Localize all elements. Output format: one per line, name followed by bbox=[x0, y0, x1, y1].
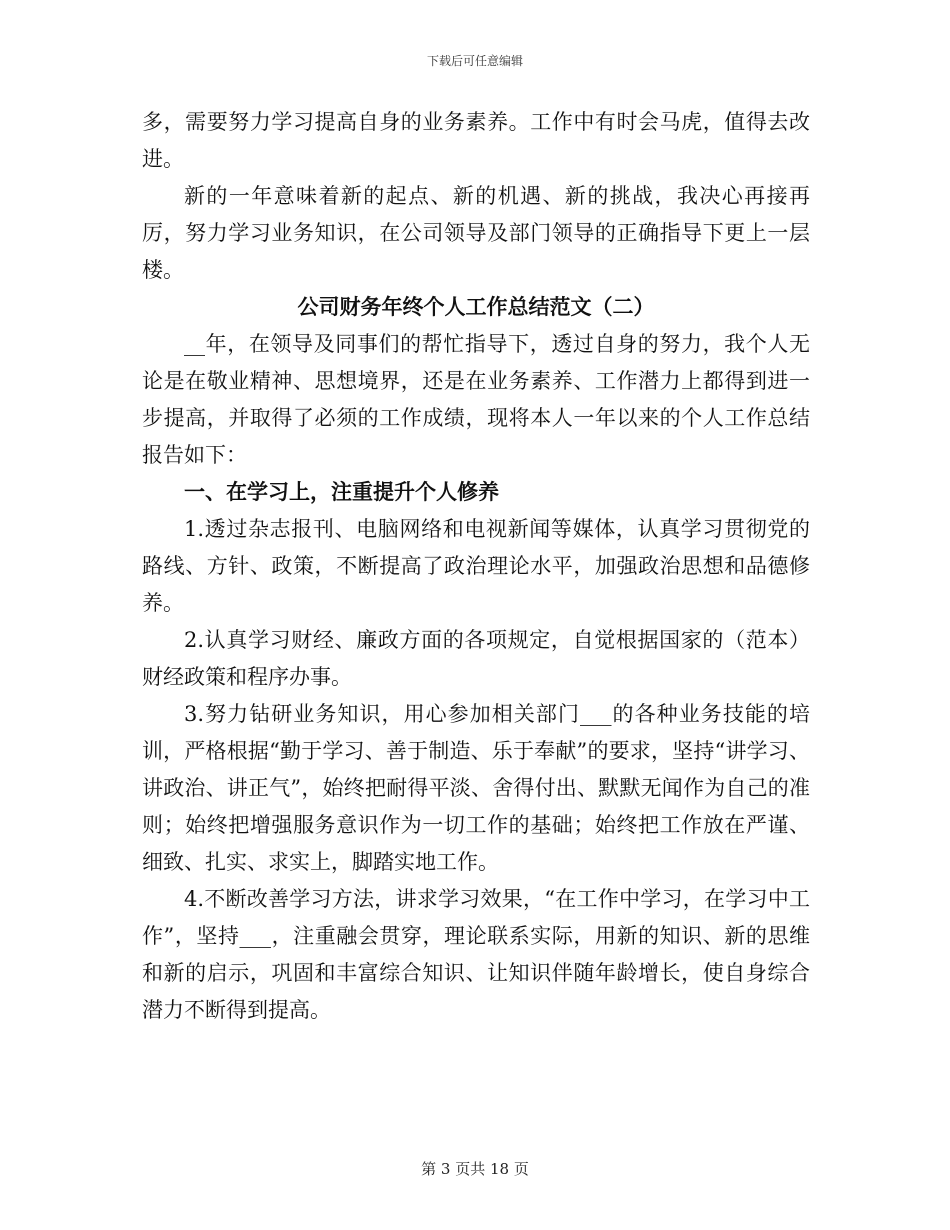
page-number: 第 3 页共 18 页 bbox=[421, 1160, 529, 1178]
section-title: 公司财务年终个人工作总结范文（二） bbox=[297, 295, 655, 319]
page-header-note: 下载后可任意编辑 bbox=[426, 54, 523, 68]
paragraph-item-2: 2.认真学习财经、廉政方面的各项规定，自觉根据国家的（范本）财经政策和程序办事。 bbox=[142, 628, 810, 689]
paragraph-continuation: 多，需要努力学习提高自身的业务素养。工作中有时会马虎，值得去改进。 bbox=[142, 110, 810, 171]
paragraph-new-year-resolve: 新的一年意味着新的起点、新的机遇、新的挑战，我决心再接再厉，努力学习业务知识，在公司领导及部门领导的正确指导下更上一层楼。 bbox=[142, 184, 810, 282]
document-body bbox=[142, 104, 810, 1029]
paragraph-item-4: 4.不断改善学习方法，讲求学习效果，“在工作中学习，在学习中工作”，坚持___，注重融会贯穿，理论联系实际，用新的知识、新的思维和新的启示，巩固和丰富综合知识、让知识伴随年龄增长，使自身综合潜力不断得到提高。 bbox=[142, 887, 810, 1022]
paragraph-item-3: 3.努力钻研业务知识，用心参加相关部门___的各种业务技能的培训，严格根据“勤于学习、善于制造、乐于奉献”的要求，坚持“讲学习、讲政治、讲正气”，始终把耐得平淡、舍得付出、默默无闻作为自己的准则；始终把增强服务意识作为一切工作的基础；始终把工作放在严谨、细致、扎实、求实上，脚踏实地工作。 bbox=[142, 702, 810, 874]
heading-study: 一、在学习上，注重提升个人修养 bbox=[184, 480, 499, 504]
paragraph-intro: __年，在领导及同事们的帮忙指导下，透过自身的努力，我个人无论是在敬业精神、思想境界，还是在业务素养、工作潜力上都得到进一步提高，并取得了必须的工作成绩，现将本人一年以来的个人工作总结报告如下： bbox=[142, 332, 810, 467]
paragraph-item-1: 1.透过杂志报刊、电脑网络和电视新闻等媒体，认真学习贯彻党的路线、方针、政策，不断提高了政治理论水平，加强政治思想和品德修养。 bbox=[142, 517, 810, 615]
